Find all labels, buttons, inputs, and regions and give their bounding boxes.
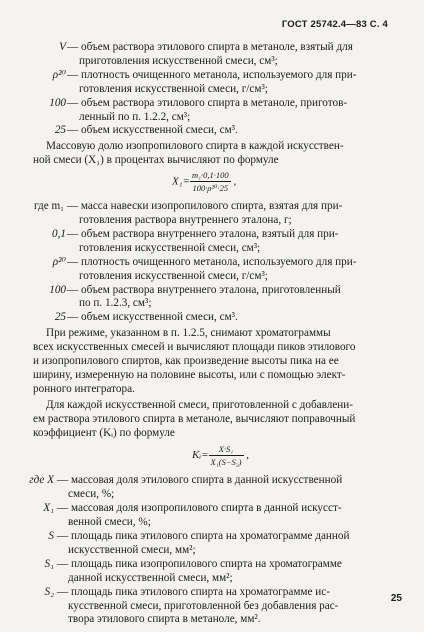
formula	[192, 444, 249, 467]
paragraph-line: ронного интегратора.	[33, 382, 135, 395]
formula-denominator: X₁(S−S₂)	[210, 457, 242, 468]
formula-comma: ,	[230, 175, 237, 188]
definition-text: — объем раствора этилового спирта в метаноле, взятый для	[67, 41, 353, 53]
formula-lhs: Kᵢ=	[192, 449, 209, 462]
definition-text: — объем искусственной смеси, см³.	[67, 124, 238, 137]
definition-term: 25	[54, 124, 66, 137]
definition-text: по п. 1.2.3, см³;	[79, 297, 152, 310]
formula-fraction	[190, 170, 231, 194]
definition-text: смеси, %;	[68, 488, 115, 501]
definition-text: венной смеси, %;	[68, 516, 151, 529]
paragraph-line: коэффициент (Kᵢ) по формуле	[33, 426, 175, 439]
definition-text: — массовая доля изопропилового спирта в данной искусст-	[57, 502, 342, 515]
formula	[172, 170, 236, 194]
definition-text: кусственной смеси, приготовленной без добавления рас-	[68, 599, 339, 612]
page-header: ГОСТ 25742.4—83 С. 4	[281, 19, 388, 30]
definition-text: — плотность очищенного метанола, используемого для при-	[67, 255, 357, 268]
definition-text: — объем раствора внутреннего эталона, приготовленный	[67, 283, 341, 296]
paragraph-line: Для каждой искусственной смеси, приготовленной с добавлени-	[46, 398, 353, 411]
definition-text: готовления искусственной смеси, г/см³;	[79, 82, 268, 95]
definition-term: V	[59, 41, 66, 53]
definition-text: твора этилового спирта в метаноле, мм².	[68, 613, 261, 626]
definition-text: данной искусственной смеси, мм²;	[68, 571, 233, 584]
paragraph-line: Массовую долю изопропилового спирта в каждой искусствен-	[46, 140, 344, 153]
definition-text: готовления искусственной смеси, см³;	[79, 241, 261, 254]
definition-term: ρ²⁰	[52, 68, 66, 81]
definition-term: 100	[49, 283, 66, 296]
definition-text: — площадь пика изопропилового спирта на хроматограмме	[57, 557, 342, 570]
definition-term: 0,1	[52, 227, 66, 240]
definition-text: — объем раствора внутреннего эталона, взятый для при-	[67, 227, 339, 240]
definition-text: — плотность очищенного метанола, используемого для при-	[67, 68, 357, 81]
definition-text: готовления искусственной смеси, г/см³;	[79, 269, 268, 282]
definition-text: искусственной смеси, мм²;	[68, 543, 196, 556]
formula-comma: ,	[243, 449, 249, 462]
paragraph-line: и изопропилового спиртов, как произведение высоты пика на ее	[33, 355, 339, 367]
definition-term: S₂	[44, 585, 54, 598]
definition-text: — площадь пика этилового спирта на хроматограмме данной	[57, 530, 350, 542]
paragraph-line: ширину, измеренную на половине высоты, или с помощью элект-	[33, 368, 346, 381]
formula-numerator: X·S₁	[209, 444, 244, 456]
definition-term: 25	[54, 311, 66, 324]
definition-text: ленный по п. 1.2.2, см³;	[79, 110, 191, 123]
definition-term: ρ²⁰	[52, 255, 66, 268]
definition-term: S₁	[44, 557, 54, 570]
definition-text: — объем искусственной смеси, см³.	[67, 311, 238, 324]
definition-text: где m₁ — масса навески изопропилового спирта, взятая для при-	[34, 200, 343, 213]
definition-text: — площадь пика этилового спирта на хроматограмме ис-	[57, 585, 330, 598]
paragraph-line: ем раствора этилового спирта в метаноле, вычисляют поправочный	[33, 412, 356, 425]
definition-text: приготовления искусственной смеси, см³;	[79, 54, 278, 67]
definition-term: где X	[29, 474, 54, 487]
definition-term: X₁	[43, 502, 54, 515]
definition-term: S	[48, 530, 54, 542]
paragraph-line: всех искусственных смесей и вычисляют площади пиков этилового	[33, 341, 356, 354]
paragraph-line: При режиме, указанном в п. 1.2.5, снимают хроматограммы	[46, 327, 331, 340]
paragraph-line: ной смеси (X₁) в процентах вычисляют по формуле	[33, 154, 279, 167]
definition-text: — объем раствора этилового спирта в метаноле, приготов-	[67, 96, 348, 109]
page-number: 25	[390, 593, 402, 604]
definition-text: — массовая доля этилового спирта в данной искусственной	[57, 474, 343, 487]
formula-fraction	[209, 444, 244, 467]
formula-lhs: X₁=	[172, 175, 190, 188]
definition-term: 100	[49, 96, 66, 109]
definition-text: готовления раствора внутреннего эталона, г;	[79, 214, 292, 226]
formula-numerator: m₁·0,1·100	[191, 170, 229, 181]
formula-denominator: 100·ρ²⁰·25	[192, 183, 229, 194]
